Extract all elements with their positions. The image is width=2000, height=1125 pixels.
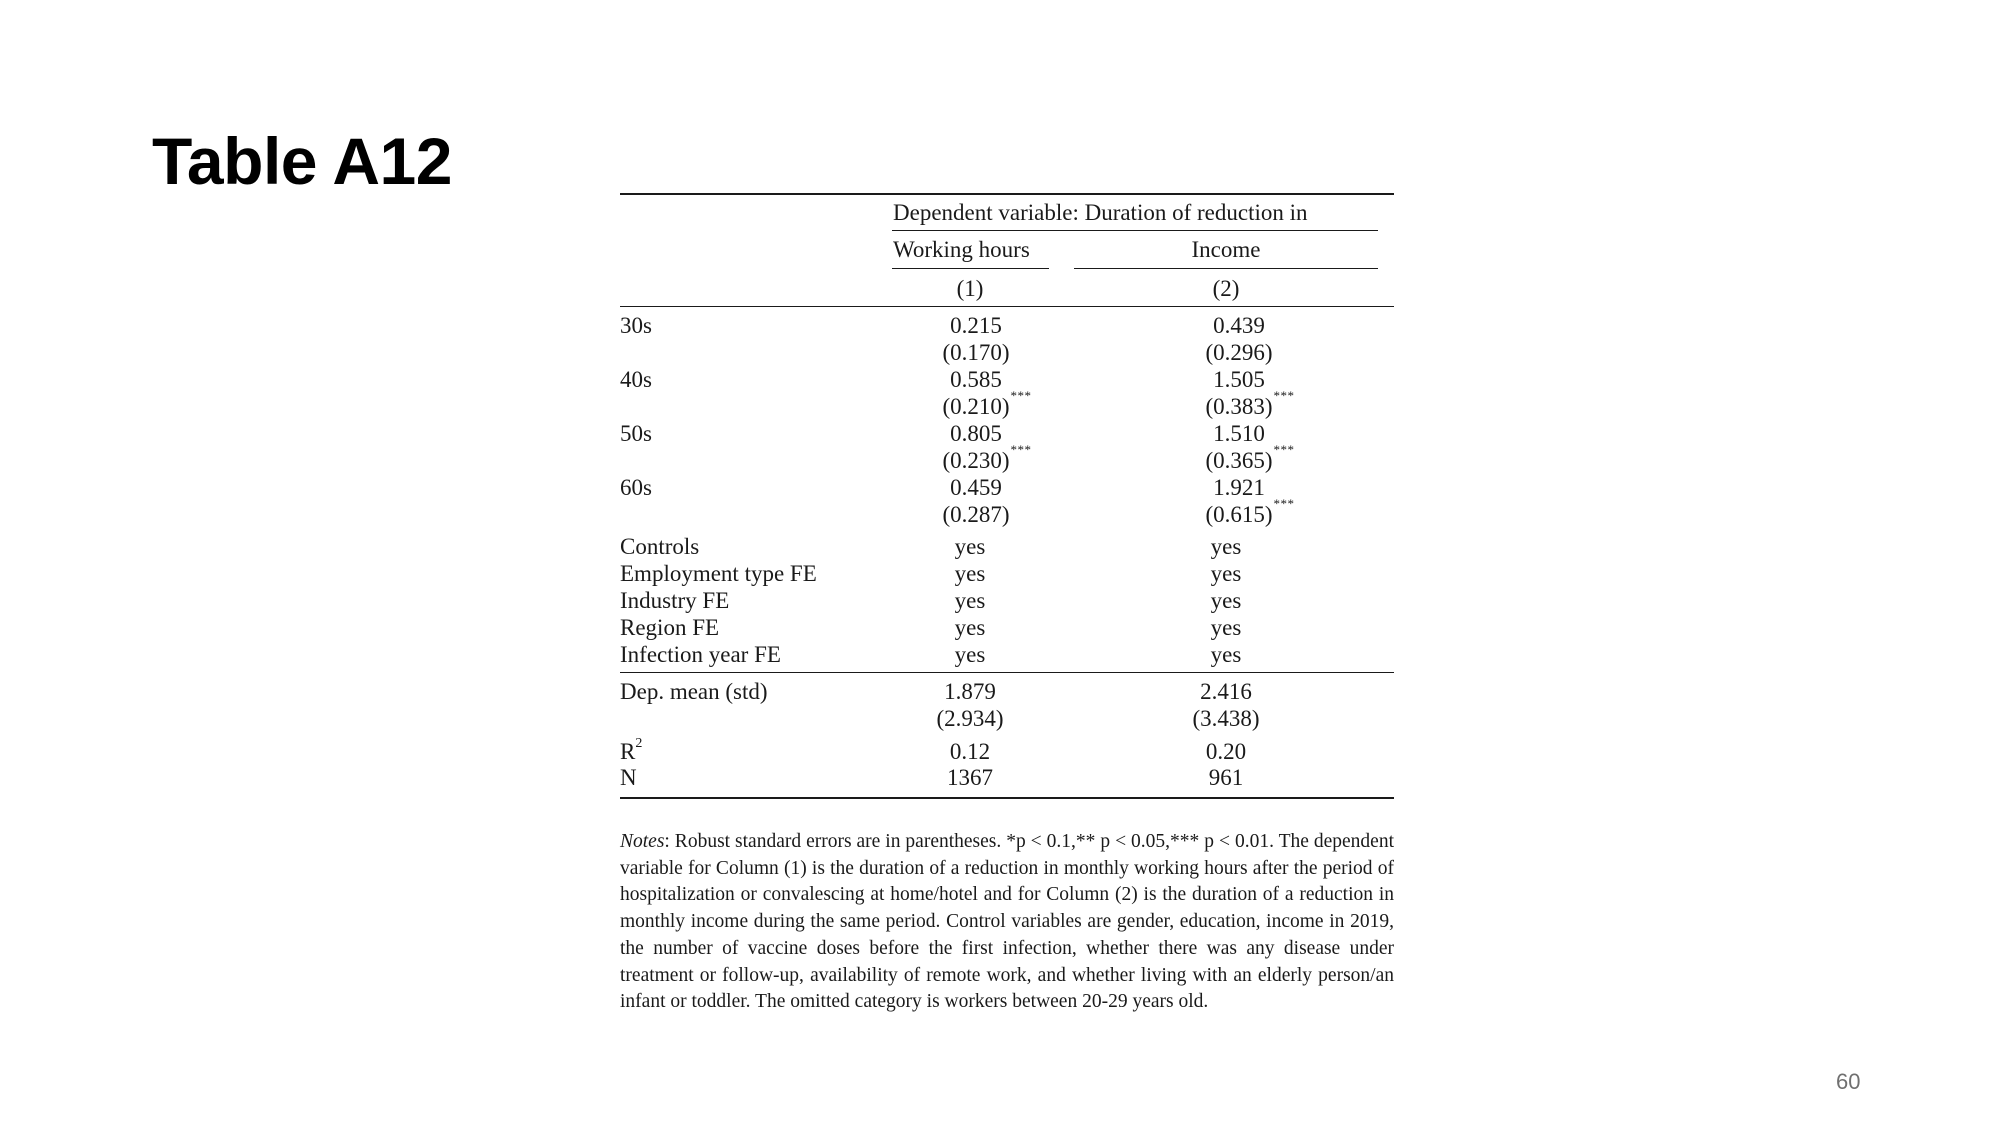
controls-col1: yes bbox=[954, 534, 986, 559]
employment-type-fe-col1: yes bbox=[954, 561, 986, 586]
se-40s-col1: (0.210) *** bbox=[942, 388, 1032, 419]
dep-mean-col2: 2.416 bbox=[1200, 679, 1252, 704]
row-label-employment-type-fe: Employment type FE bbox=[620, 561, 817, 586]
coef-30s-col1: 0.215 bbox=[950, 313, 1002, 338]
se-30s-col1: (0.170) bbox=[942, 340, 1010, 365]
infection-year-fe-col1: yes bbox=[954, 642, 986, 667]
employment-type-fe-col2: yes bbox=[1210, 561, 1242, 586]
top-rule bbox=[620, 193, 1394, 195]
row-label-r2: $R^2$ bbox=[620, 736, 643, 764]
stats-rule bbox=[620, 672, 1394, 673]
r2-col1: 0.12 bbox=[949, 739, 991, 764]
row-label-industry-fe: Industry FE bbox=[620, 588, 730, 613]
region-fe-col1: yes bbox=[954, 615, 986, 640]
header-rule bbox=[892, 230, 1378, 231]
region-fe-col2: yes bbox=[1210, 615, 1242, 640]
dependent-variable-header: Dependent variable: Duration of reduction in bbox=[893, 200, 1308, 225]
row-label-controls: Controls bbox=[620, 534, 700, 559]
industry-fe-col2: yes bbox=[1210, 588, 1242, 613]
dep-std-col1: (2.934) bbox=[936, 706, 1004, 731]
col2-header: Income bbox=[1191, 237, 1261, 262]
notes-body: The dependent variable for Column (1) is the duration of a reduction in monthly working hours after the period of hospitalization or convalescing at home/hotel and for Column (2) is the duration of a reduction in monthly income during the same period. Control variables are gender, education, income in 2019, the number of vaccine doses before the first infection, whether there was any disease under treatment or follow-up, availability of remote work, and whether living with an elderly person/an infant or toddler. The omitted category is workers between 20-29 years old. bbox=[620, 831, 1394, 1013]
notes-significance: : Robust standard errors are in parentheses. *p < 0.1,** p < 0.05,*** p < 0.01. bbox=[664, 831, 1274, 852]
se-60s-col1: (0.287) bbox=[942, 502, 1010, 527]
table-notes bbox=[620, 829, 1394, 1016]
row-label-30s: 30s bbox=[620, 313, 652, 338]
infection-year-fe-col2: yes bbox=[1210, 642, 1242, 667]
col2-cmidrule bbox=[1074, 268, 1378, 269]
col1-number: (1) bbox=[956, 276, 984, 301]
coef-60s-col1: 0.459 bbox=[950, 475, 1002, 500]
row-label-n: N bbox=[620, 765, 637, 790]
row-label-dep-mean: Dep. mean (std) bbox=[620, 679, 768, 704]
row-label-infection-year-fe: Infection year FE bbox=[620, 642, 781, 667]
dep-mean-col1: 1.879 bbox=[944, 679, 996, 704]
n-col1: 1367 bbox=[947, 765, 993, 790]
coef-50s-col1: 0.805 bbox=[950, 421, 1002, 446]
col1-header: Working hours bbox=[893, 237, 1030, 262]
coef-30s-col2: 0.439 bbox=[1213, 313, 1265, 338]
se-50s-col2: (0.365) *** bbox=[1205, 442, 1295, 473]
mid-rule bbox=[620, 306, 1394, 307]
controls-col2: yes bbox=[1210, 534, 1242, 559]
coef-60s-col2: 1.921 bbox=[1213, 475, 1265, 500]
col2-number: (2) bbox=[1212, 276, 1240, 301]
coef-40s-col1: 0.585 bbox=[950, 367, 1002, 392]
row-label-50s: 50s bbox=[620, 421, 652, 446]
slide-title: Table A12 bbox=[152, 124, 452, 198]
se-50s-col1: (0.230) *** bbox=[942, 442, 1032, 473]
row-label-60s: 60s bbox=[620, 475, 652, 500]
coef-40s-col2: 1.505 bbox=[1213, 367, 1265, 392]
col1-cmidrule bbox=[892, 268, 1049, 269]
coef-50s-col2: 1.510 bbox=[1213, 421, 1265, 446]
row-label-40s: 40s bbox=[620, 367, 652, 392]
se-30s-col2: (0.296) bbox=[1205, 340, 1273, 365]
notes-label: Notes bbox=[620, 831, 665, 852]
industry-fe-col1: yes bbox=[954, 588, 986, 613]
se-40s-col2: (0.383) *** bbox=[1205, 388, 1295, 419]
bottom-rule bbox=[620, 797, 1394, 799]
dep-std-col2: (3.438) bbox=[1192, 706, 1260, 731]
row-label-region-fe: Region FE bbox=[620, 615, 720, 640]
r2-col2: 0.20 bbox=[1205, 739, 1247, 764]
se-60s-col2: (0.615) *** bbox=[1205, 496, 1295, 527]
n-col2: 961 bbox=[1208, 765, 1244, 790]
slide-number: 60 bbox=[1836, 1069, 1861, 1094]
